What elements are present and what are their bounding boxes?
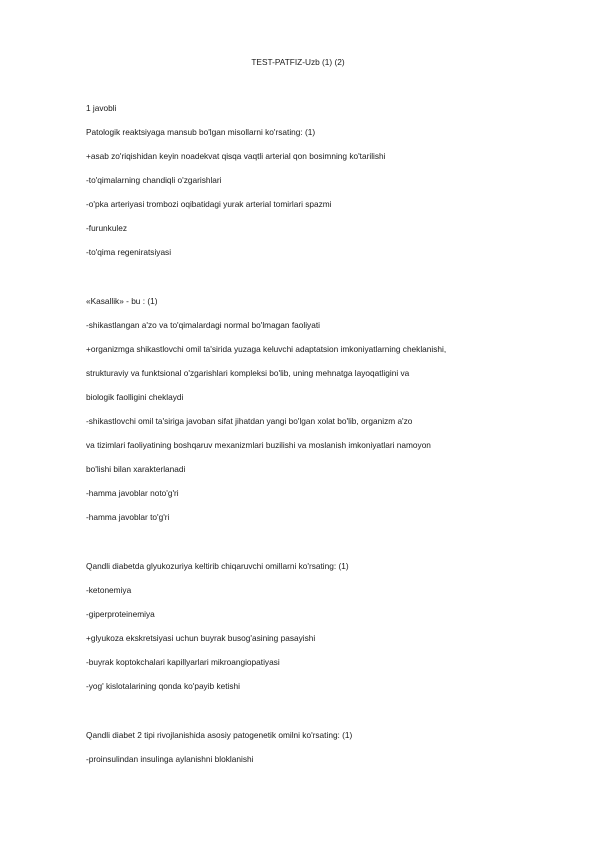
question-1-answer-3: -o'pka arteriyasi trombozi oqibatidagi yurak arterial tomirlari spazmi (86, 199, 332, 209)
question-2-answer-5: -hamma javoblar to'g'ri (86, 512, 170, 522)
question-3-answer-2: -giperproteinemiya (86, 609, 155, 619)
question-1-answer-5: -to'qima regeniratsiyasi (86, 247, 172, 257)
question-2-answer-2-cont-1: strukturaviy va funktsional o'zgarishlari kompleksi bo'lib, uning mehnatga layoqatligini va (86, 368, 410, 378)
question-2-answer-1: -shikastlangan a'zo va to'qimalardagi normal bo'lmagan faoliyati (86, 320, 320, 330)
question-3-answer-1: -ketonemiya (86, 585, 132, 595)
question-2-answer-2: +organizmga shikastlovchi omil ta'sirida yuzaga keluvchi adaptatsion imkoniyatlarning cheklanishi, (86, 344, 447, 354)
question-4-answer-1: -proinsulindan insulinga aylanishni bloklanishi (86, 754, 254, 764)
question-3-answer-5: -yog' kislotalarining qonda ko'payib ketishi (86, 681, 240, 691)
question-3-answer-4: -buyrak koptokchalari kapillyarlari mikroangiopatiyasi (86, 657, 280, 667)
question-3-answer-3: +glyukoza ekskretsiyasi uchun buyrak busog'asining pasayishi (86, 633, 316, 643)
question-1-answer-4: -furunkulez (86, 223, 128, 233)
question-1-answer-1: +asab zo'riqishidan keyin noadekvat qisqa vaqtli arterial qon bosimning ko'tarilishi (86, 151, 386, 161)
question-3-text: Qandli diabetda glyukozuriya keltirib chiqaruvchi omillarni ko'rsating: (1) (86, 561, 349, 571)
question-2-answer-3: -shikastlovchi omil ta'siriga javoban sifat jihatdan yangi bo'lgan xolat bo'lib, organizm a'zo (86, 416, 413, 426)
question-1-answer-2: -to'qimalarning chandiqli o'zgarishlari (86, 175, 222, 185)
question-2-answer-3-cont-2: bo'lishi bilan xarakterlanadi (86, 464, 186, 474)
question-4-text: Qandli diabet 2 tipi rivojlanishida asosiy patogenetik omilni ko'rsating: (1) (86, 730, 353, 740)
test-section-label: 1 javobli (86, 103, 117, 113)
question-2-answer-4: -hamma javoblar noto'g'ri (86, 488, 179, 498)
question-2-text: «Kasallik» - bu : (1) (86, 296, 158, 306)
question-1-text: Patologik reaktsiyaga mansub bo'lgan misollarni ko'rsating: (1) (86, 127, 316, 137)
document-title: TEST-PATFIZ-Uzb (1) (2) (251, 57, 345, 67)
question-2-answer-3-cont-1: va tizimlari faoliyatining boshqaruv mexanizmlari buzilishi va moslanish imkoniyatlari namoyon (86, 440, 431, 450)
question-2-answer-2-cont-2: biologik faolligini cheklaydi (86, 392, 184, 402)
